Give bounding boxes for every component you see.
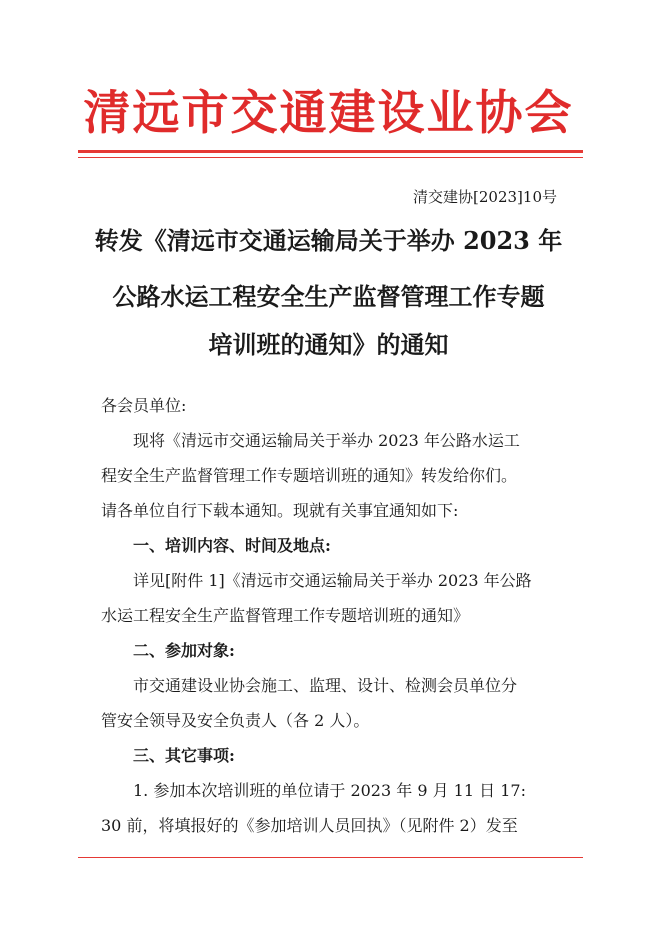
section-2-line-1: 市交通建设业协会施工、监理、设计、检测会员单位分 <box>133 676 518 695</box>
document-number: 清交建协[2023]10号 <box>413 188 557 206</box>
intro-paragraph-line-2: 程安全生产监督管理工作专题培训班的通知》转发给你们。 <box>101 466 518 485</box>
section-1-line-1: 详见[附件 1]《清远市交通运输局关于举办 2023 年公路 <box>133 571 532 590</box>
item-1-line-2: 30 前，将填报好的《参加培训人员回执》（见附件 2）发至 <box>101 816 518 835</box>
section-1-line-2: 水运工程安全生产监督管理工作专题培训班的通知》 <box>101 606 470 625</box>
item-1-line-1: 1. 参加本次培训班的单位请于 2023 年 9 月 11 日 17: <box>133 781 526 800</box>
document-title-line-2: 公路水运工程安全生产监督管理工作专题 <box>112 282 545 311</box>
section-3-heading: 三、其它事项: <box>133 746 235 765</box>
section-2-line-2: 管安全领导及安全负责人（各 2 人）。 <box>101 711 370 730</box>
intro-paragraph-line-3: 请各单位自行下载本通知。现就有关事宜通知如下: <box>101 501 459 520</box>
footer-rule <box>78 857 583 858</box>
section-2-heading: 二、参加对象: <box>133 641 235 660</box>
letterhead-rule-thin <box>78 157 583 158</box>
document-title-line-1: 转发《清远市交通运输局关于举办 2023 年 <box>94 226 563 255</box>
salutation: 各会员单位: <box>101 396 187 415</box>
letterhead-org-name: 清远市交通建设业协会 <box>83 86 574 141</box>
intro-paragraph-line-1: 现将《清远市交通运输局关于举办 2023 年公路水运工 <box>133 431 520 450</box>
document-title-line-3: 培训班的通知》的通知 <box>208 330 449 359</box>
section-1-heading: 一、培训内容、时间及地点: <box>133 536 331 555</box>
letterhead-rule-thick <box>78 150 583 153</box>
